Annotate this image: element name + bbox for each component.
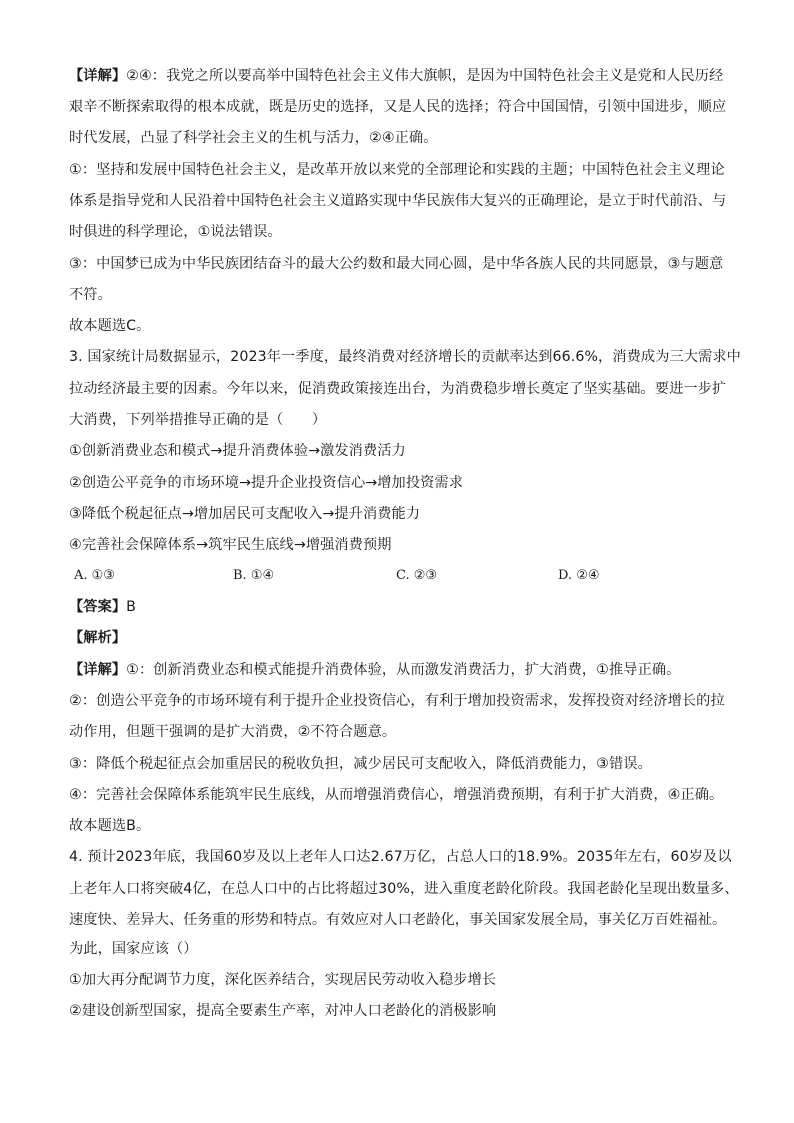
q2-detail-line-1: 【详解】②④：我党之所以要高举中国特色社会主义伟大旗帜，是因为中国特色社会主义是党和人民历经	[69, 68, 724, 84]
q2-item3-line-1: ③：中国梦已成为中华民族团结奋斗的最大公约数和最大同心圆，是中华各族人民的共同愿景，③与题意	[69, 256, 724, 272]
q3-option-c: C. ②③	[396, 568, 438, 583]
q4-stem-line-4: 为此，国家应该（）	[69, 941, 198, 957]
q2-detail-line-2: 艰辛不断探索取得的根本成就，既是历史的选择，又是人民的选择；符合中国国情，引领中国进步，顺应	[69, 99, 727, 115]
q2-conclusion: 故本题选C。	[69, 318, 151, 334]
q3-item2-line-1: ②：创造公平竞争的市场环境有利于提升企业投资信心，有利于增加投资需求，发挥投资对经济增长的拉	[69, 693, 725, 709]
q4-stem-line-1: 4. 预计2023年底，我国60岁及以上老年人口达2.67万亿，占总人口的18.9%。2035年左右，60岁及以	[69, 849, 732, 865]
q2-item1-line-3: 时俱进的科学理论，①说法错误。	[69, 224, 282, 240]
q4-statement-1: ①加大再分配调节力度，深化医养结合，实现居民劳动收入稳步增长	[69, 972, 497, 988]
q2-item1-line-2: 体系是指导党和人民沿着中国特色社会主义道路实现中华民族伟大复兴的正确理论，是立于时代前沿、与	[69, 193, 727, 209]
q3-option-d: D. ②④	[558, 568, 600, 583]
detail-label: 【详解】	[69, 662, 127, 678]
q3-stem-line-1: 3. 国家统计局数据显示，2023年一季度，最终消费对经济增长的贡献率达到66.6%，消费成为三大需求中	[69, 349, 741, 365]
q2-item3-line-2: 不符。	[69, 287, 112, 303]
q4-statement-2: ②建设创新型国家，提高全要素生产率，对冲人口老龄化的消极影响	[69, 1003, 497, 1019]
q4-stem-line-2: 上老年人口将突破4亿，在总人口中的占比将超过30%，进入重度老龄化阶段。我国老龄化呈现出数量多、	[69, 881, 739, 897]
q4-stem-line-3: 速度快、差异大、任务重的形势和特点。有效应对人口老龄化，事关国家发展全局，事关亿万百姓福祉。	[69, 912, 727, 928]
q3-analysis-heading	[69, 628, 729, 648]
analysis-label: 【解析】	[69, 630, 127, 646]
q2-detail-line-3: 时代发展，凸显了科学社会主义的生机与活力，②④正确。	[69, 130, 438, 146]
q3-statement-3: ③降低个税起征点→增加居民可支配收入→提升消费能力	[69, 506, 421, 522]
q3-item2-line-2: 动作用，但题干强调的是扩大消费，②不符合题意。	[69, 724, 397, 740]
q3-option-b: B. ①④	[233, 568, 275, 583]
q3-item3-line-1: ③：降低个税起征点会加重居民的税收负担，减少居民可支配收入，降低消费能力，③错误。	[69, 756, 652, 772]
q3-conclusion: 故本题选B。	[69, 818, 151, 834]
q3-stem-line-3: 大消费，下列举措推导正确的是（ ）	[69, 412, 327, 428]
q3-statement-4: ④完善社会保障体系→筑牢民生底线→增强消费预期	[69, 537, 392, 553]
answer-value: B	[126, 599, 136, 615]
q3-item4-line-1: ④：完善社会保障体系能筑牢民生底线，从而增强消费信心，增强消费预期，有利于扩大消费，④正确。	[69, 787, 724, 803]
detail-label: 【详解】	[69, 68, 127, 84]
q2-item1-line-1: ①：坚持和发展中国特色社会主义，是改革开放以来党的全部理论和实践的主题；中国特色社会主义理论	[69, 162, 725, 178]
q3-answer	[69, 597, 729, 617]
q3-stem-line-2: 拉动经济最主要的因素。今年以来，促消费政策接连出台，为消费稳步增长奠定了坚实基础。要进一步扩	[69, 381, 727, 397]
q3-option-a: A. ①③	[74, 568, 115, 583]
q3-statement-1: ①创新消费业态和模式→提升消费体验→激发消费活力	[69, 443, 406, 459]
q3-detail-line-1: 【详解】①：创新消费业态和模式能提升消费体验，从而激发消费活力，扩大消费，①推导正确。	[69, 662, 681, 678]
q3-statement-2: ②创造公平竞争的市场环境→提升企业投资信心→增加投资需求	[69, 475, 463, 491]
answer-label: 【答案】	[69, 599, 127, 615]
